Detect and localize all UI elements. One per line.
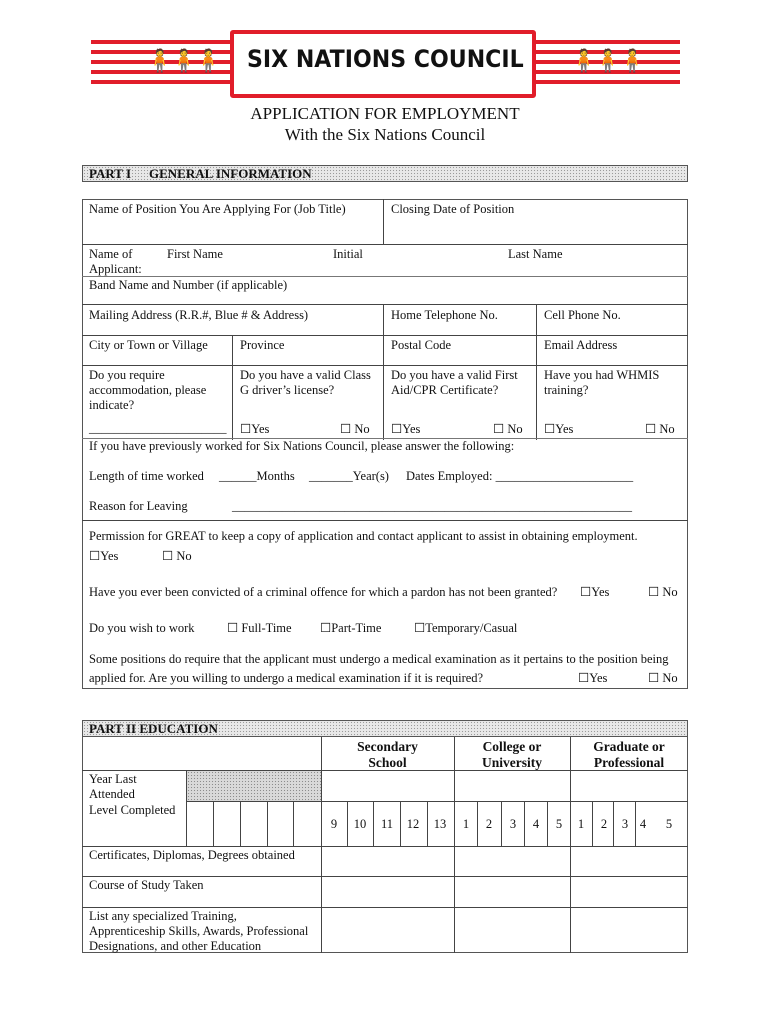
initial-label: Initial (333, 247, 363, 261)
training-label-2: Apprenticeship Skills, Awards, Professional (89, 924, 309, 938)
first-aid-label-1: Do you have a valid First (391, 368, 518, 382)
reason-leaving-label: Reason for Leaving (89, 499, 188, 513)
secondary-level-11[interactable]: 11 (380, 817, 394, 831)
closing-date-label: Closing Date of Position (391, 202, 515, 216)
college-header-1: College or (482, 739, 542, 754)
name-of-label: Name of (89, 247, 133, 261)
college-level-4[interactable]: 4 (532, 817, 540, 831)
grad-level-2[interactable]: 2 (600, 817, 608, 831)
job-title-field[interactable] (84, 218, 381, 242)
medical-yes-checkbox[interactable]: ☐Yes (578, 671, 608, 685)
whmis-yes-checkbox[interactable]: ☐Yes (544, 422, 574, 436)
course-label: Course of Study Taken (89, 878, 204, 892)
convicted-label: Have you ever been convicted of a criminal offence for which a pardon has not been granted? (89, 585, 558, 599)
part2-header (82, 720, 688, 737)
figures-left-icon: 🧍🧍🧍 (146, 48, 220, 73)
months-field[interactable]: ______Months (219, 469, 295, 483)
city-label: City or Town or Village (89, 338, 208, 352)
page-subtitle: With the Six Nations Council (284, 125, 486, 144)
level-completed-label: Level Completed (89, 803, 176, 817)
convicted-no-checkbox[interactable]: ☐ No (648, 585, 678, 599)
whmis-no-checkbox[interactable]: ☐ No (645, 422, 675, 436)
first-aid-no-checkbox[interactable]: ☐ No (493, 422, 523, 436)
applicant-label: Applicant: (89, 262, 142, 276)
email-label: Email Address (544, 338, 618, 352)
postal-code-label: Postal Code (391, 338, 452, 352)
grad-header-2: Professional (593, 755, 665, 770)
part1-label: PART I (89, 166, 132, 181)
grad-level-4[interactable]: 4 (639, 817, 647, 831)
secondary-header-2: School (368, 755, 407, 770)
class-g-label-2: G driver’s license? (240, 383, 335, 397)
secondary-level-12[interactable]: 12 (406, 817, 420, 831)
reason-leaving-field[interactable]: ________________________________________________________________ (232, 499, 632, 513)
page-title: APPLICATION FOR EMPLOYMENT (250, 104, 520, 123)
convicted-yes-checkbox[interactable]: ☐Yes (580, 585, 610, 599)
cell-phone-label: Cell Phone No. (544, 308, 621, 322)
certificates-label: Certificates, Diplomas, Degrees obtained (89, 848, 295, 862)
first-name-label: First Name (167, 247, 223, 261)
college-level-5[interactable]: 5 (555, 817, 563, 831)
province-label: Province (240, 338, 285, 352)
applicant-name-field[interactable] (160, 262, 686, 276)
accommodation-label-2: accommodation, please (89, 383, 207, 397)
mailing-address-field[interactable] (84, 320, 381, 334)
college-level-3[interactable]: 3 (509, 817, 517, 831)
permission-no-checkbox[interactable]: ☐ No (162, 549, 192, 563)
band-field[interactable] (300, 278, 686, 302)
year-last-shaded (187, 771, 321, 801)
secondary-level-9[interactable]: 9 (330, 817, 338, 831)
years-field[interactable]: _______Year(s) (309, 469, 389, 483)
part1-header (82, 165, 688, 182)
part2-heading: PART II EDUCATION (89, 721, 218, 736)
closing-date-field[interactable] (386, 218, 686, 242)
previous-employment-label: If you have previously worked for Six Nations Council, please answer the following: (89, 439, 515, 453)
whmis-label-2: training? (544, 383, 589, 397)
full-time-checkbox[interactable]: ☐ Full-Time (227, 621, 292, 635)
temporary-checkbox[interactable]: ☐Temporary/Casual (414, 621, 518, 635)
permission-yes-checkbox[interactable]: ☐Yes (89, 549, 119, 563)
permission-label: Permission for GREAT to keep a copy of application and contact applicant to assist in obtaining employment. (89, 529, 638, 543)
mailing-address-label: Mailing Address (R.R.#, Blue # & Address) (89, 308, 309, 322)
grad-level-1[interactable]: 1 (577, 817, 585, 831)
secondary-level-13[interactable]: 13 (433, 817, 447, 831)
last-name-label: Last Name (508, 247, 563, 261)
home-phone-label: Home Telephone No. (391, 308, 498, 322)
part1-heading: GENERAL INFORMATION (149, 166, 312, 181)
grad-level-5[interactable]: 5 (665, 817, 673, 831)
work-type-label: Do you wish to work (89, 621, 195, 635)
secondary-level-10[interactable]: 10 (353, 817, 367, 831)
training-label-3: Designations, and other Education (89, 939, 262, 953)
accommodation-label-3: indicate? (89, 398, 135, 412)
class-g-label-1: Do you have a valid Class (240, 368, 371, 382)
whmis-label-1: Have you had WHMIS (544, 368, 660, 382)
training-label-1: List any specialized Training, (89, 909, 237, 923)
college-level-1[interactable]: 1 (462, 817, 470, 831)
accommodation-label-1: Do you require (89, 368, 165, 382)
band-label: Band Name and Number (if applicable) (89, 278, 288, 292)
grad-level-3[interactable]: 3 (621, 817, 629, 831)
first-aid-yes-checkbox[interactable]: ☐Yes (391, 422, 421, 436)
dates-employed-field[interactable]: Dates Employed: ______________________ (406, 469, 634, 483)
year-last-label-2: Attended (89, 787, 135, 801)
logo-text: SIX NATIONS COUNCIL (247, 45, 524, 73)
medical-label-1: Some positions do require that the applicant must undergo a medical examination as it pertains to the position being (89, 652, 669, 666)
first-aid-label-2: Aid/CPR Certificate? (391, 383, 499, 397)
class-g-no-checkbox[interactable]: ☐ No (340, 422, 370, 436)
grad-header-1: Graduate or (593, 739, 665, 754)
year-last-label-1: Year Last (89, 772, 137, 786)
part-time-checkbox[interactable]: ☐Part-Time (320, 621, 382, 635)
medical-no-checkbox[interactable]: ☐ No (648, 671, 678, 685)
figures-right-icon: 🧍🧍🧍 (570, 48, 644, 73)
job-title-label: Name of Position You Are Applying For (Job Title) (89, 202, 346, 216)
college-level-2[interactable]: 2 (485, 817, 493, 831)
accommodation-field[interactable]: ______________________ (89, 421, 227, 435)
class-g-yes-checkbox[interactable]: ☐Yes (240, 422, 270, 436)
secondary-header-1: Secondary (357, 739, 418, 754)
medical-label-2: applied for. Are you willing to undergo a medical examination if it is required? (89, 671, 484, 685)
length-worked-label: Length of time worked (89, 469, 204, 483)
college-header-2: University (482, 755, 542, 770)
